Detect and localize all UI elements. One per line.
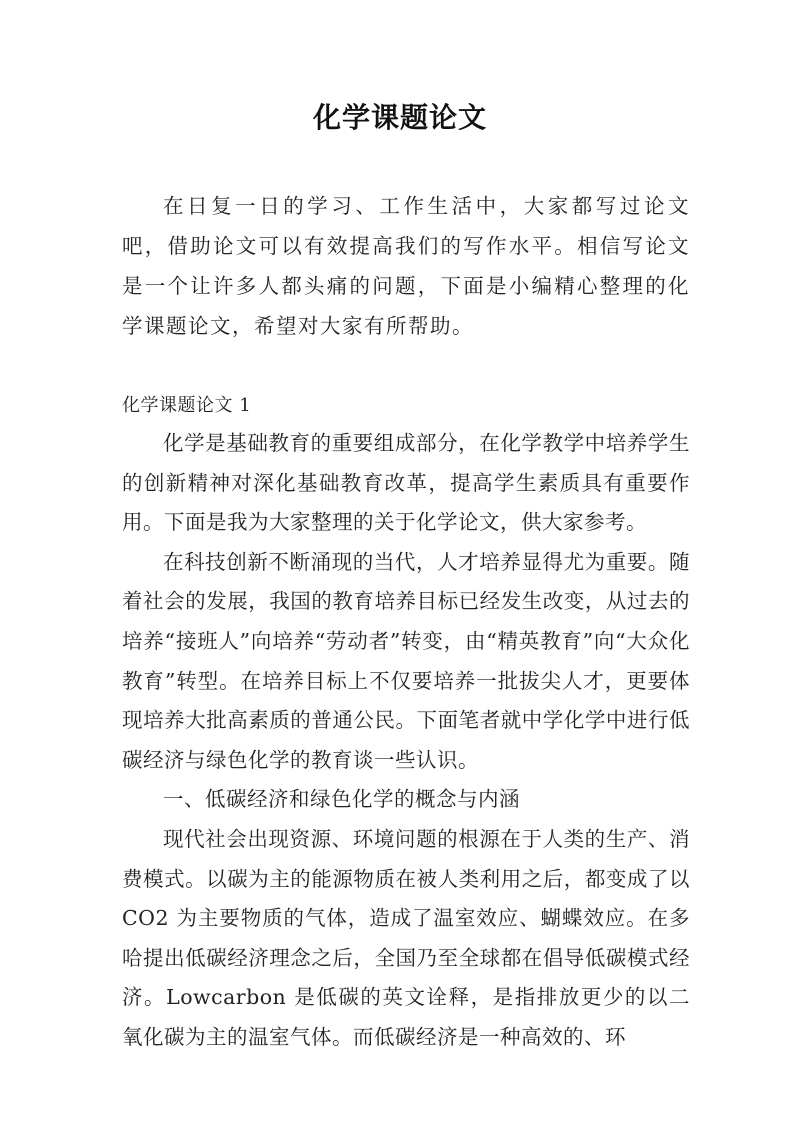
body-paragraph-1: 化学是基础教育的重要组成部分，在化学教学中培养学生的创新精神对深化基础教育改革，提高学生素质具有重要作用。下面是我为大家整理的关于化学论文，供大家参考。 (122, 431, 690, 535)
subheading: 一、低碳经济和绿色化学的概念与内涵 (163, 787, 520, 812)
document-body (122, 186, 690, 1058)
section-heading: 化学课题论文 1 (122, 395, 252, 416)
document-title: 化学课题论文 (312, 101, 487, 134)
intro-paragraph: 在日复一日的学习、工作生活中，大家都写过论文吧，借助论文可以有效提高我们的写作水平。相信写论文是一个让许多人都头痛的问题，下面是小编精心整理的化学课题论文，希望对大家有所帮助。 (122, 194, 690, 338)
body-paragraph-2: 在科技创新不断涌现的当代，人才培养显得尤为重要。随着社会的发展，我国的教育培养目标已经发生改变，从过去的培养“接班人”向培养“劳动者”转变，由“精英教育”向“大众化教育”转型。在培养目标上不仅要培养一批拔尖人才，更要体现培养大批高素质的普通公民。下面笔者就中学化学中进行低碳经济与绿色化学的教育谈一些认识。 (122, 549, 690, 772)
body-paragraph-3: 现代社会出现资源、环境问题的根源在于人类的生产、消费模式。以碳为主的能源物质在被人类利用之后，都变成了以 CO2 为主要物质的气体，造成了温室效应、蝴蝶效应。在多哈提出低碳经济理念之后，全国乃至全球都在倡导低碳模式经济。Lowcarbon 是低碳的英文诠释，是指排放更少的以二氧化碳为主的温室气体。而低碳经济是一种高效的、环 (122, 826, 690, 1049)
